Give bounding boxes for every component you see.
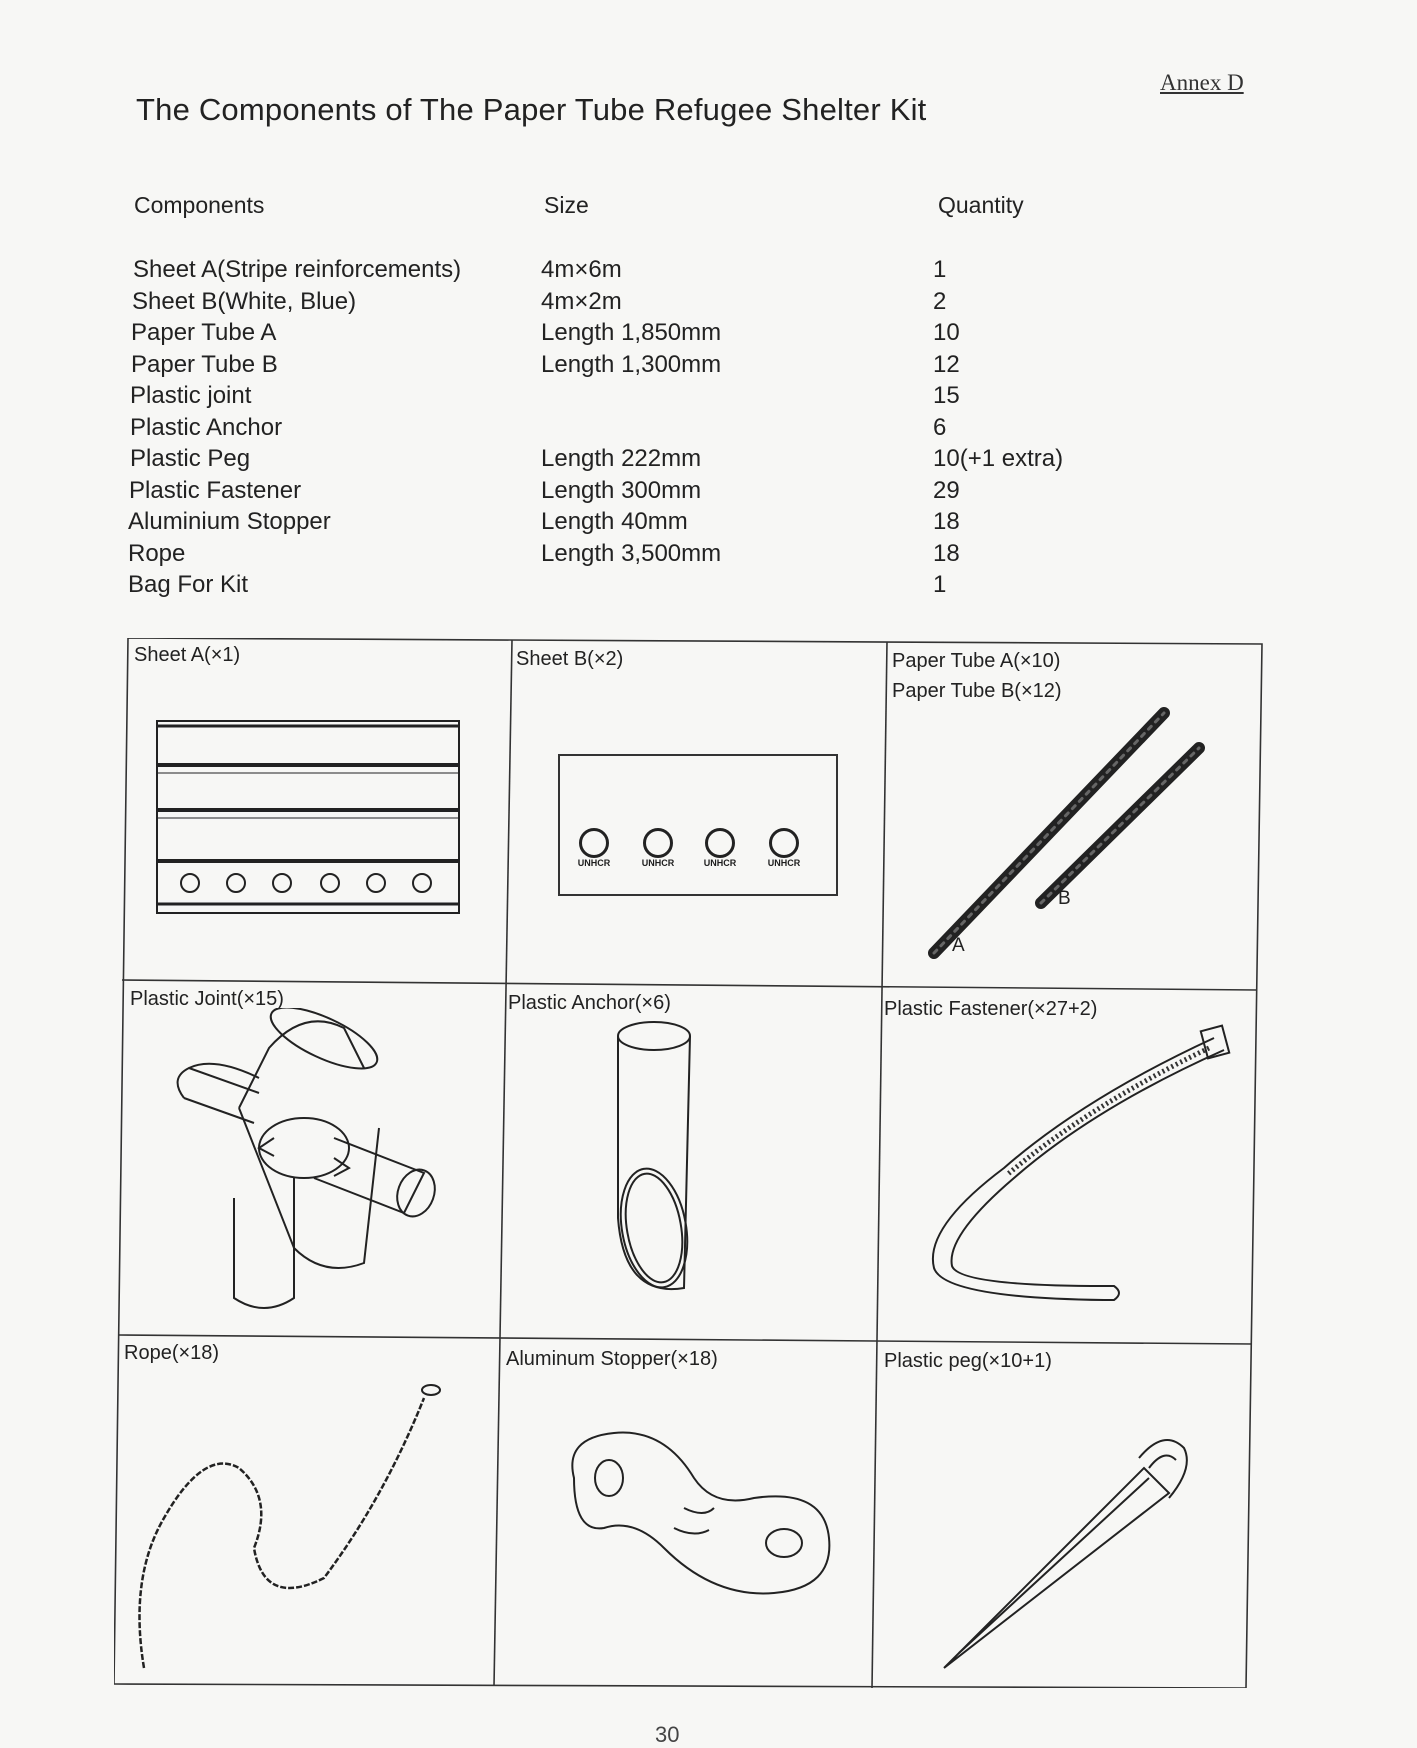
rope-loop-icon <box>422 1385 440 1395</box>
unhcr-emblem-icon <box>705 828 735 858</box>
header-size: Size <box>544 192 589 218</box>
component-size: Length 222mm <box>541 445 702 472</box>
unhcr-logo <box>638 828 678 868</box>
unhcr-text: UNHCR <box>641 858 675 868</box>
tube-label-a: A <box>952 935 965 956</box>
unhcr-logo <box>764 828 804 868</box>
unhcr-emblem-icon <box>769 828 799 858</box>
cell-label-joint: Plastic Joint(×15) <box>130 988 284 1010</box>
unhcr-logo <box>700 828 740 868</box>
table-row <box>0 571 1417 603</box>
unhcr-emblem-icon <box>579 828 609 858</box>
table-row <box>0 382 1417 414</box>
component-size: Length 3,500mm <box>541 539 722 567</box>
component-qty: 10 <box>933 319 960 346</box>
header-components: Components <box>134 192 265 218</box>
table-row <box>0 414 1417 446</box>
table-row <box>0 256 1417 288</box>
unhcr-text: UNHCR <box>703 858 737 868</box>
tube-label-b: B <box>1058 888 1071 909</box>
table-row <box>0 319 1417 351</box>
component-name: Paper Tube A <box>131 319 277 346</box>
cell-label-tube-b: Paper Tube B(×12) <box>892 680 1062 702</box>
component-name: Sheet A(Stripe reinforcements) <box>133 256 462 283</box>
cell-label-tube-a: Paper Tube A(×10) <box>892 650 1061 672</box>
unhcr-text: UNHCR <box>767 858 801 868</box>
component-size: 4m×2m <box>541 287 622 315</box>
component-qty: 2 <box>933 287 947 315</box>
component-name: Paper Tube B <box>131 350 278 378</box>
component-name: Bag For Kit <box>128 571 249 598</box>
table-row <box>0 351 1417 383</box>
paper-tubes-drawing <box>914 668 1254 968</box>
sheet-b-drawing <box>558 754 838 896</box>
cell-label-fastener: Plastic Fastener(×27+2) <box>884 998 1098 1020</box>
table-row <box>0 445 1417 477</box>
component-name: Rope <box>128 539 186 567</box>
component-name: Plastic Fastener <box>129 476 302 504</box>
component-size: Length 1,850mm <box>541 319 722 346</box>
page-title: The Components of The Paper Tube Refugee Shelter Kit <box>136 92 927 127</box>
annex-label: Annex D <box>1160 70 1244 95</box>
unhcr-logo <box>574 828 614 868</box>
header-quantity: Quantity <box>938 192 1024 218</box>
cell-label-stopper: Aluminum Stopper(×18) <box>506 1348 718 1370</box>
plastic-joint-drawing <box>164 1008 464 1328</box>
component-qty: 29 <box>933 476 960 504</box>
component-qty: 12 <box>933 350 960 378</box>
table-row <box>0 540 1417 572</box>
component-name: Aluminium Stopper <box>128 508 331 535</box>
cell-label-sheet-a: Sheet A(×1) <box>134 644 241 666</box>
unhcr-text: UNHCR <box>577 858 611 868</box>
component-name: Plastic joint <box>130 382 252 409</box>
component-qty: 1 <box>933 571 947 598</box>
component-size: 4m×6m <box>541 256 622 283</box>
cell-label-anchor: Plastic Anchor(×6) <box>508 992 671 1014</box>
component-qty: 15 <box>933 382 960 409</box>
cell-label-peg: Plastic peg(×10+1) <box>884 1350 1052 1372</box>
component-size: Length 300mm <box>541 476 702 504</box>
unhcr-emblem-icon <box>643 828 673 858</box>
sheet-a-drawing <box>154 718 464 918</box>
table-row <box>0 508 1417 540</box>
table-row <box>0 288 1417 320</box>
rope-drawing <box>124 1348 504 1688</box>
cell-label-sheet-b: Sheet B(×2) <box>516 648 624 670</box>
table-row <box>0 477 1417 509</box>
component-name: Plastic Peg <box>130 445 251 472</box>
component-qty: 10(+1 extra) <box>933 445 1064 472</box>
plastic-fastener-drawing <box>904 1008 1254 1328</box>
component-qty: 1 <box>933 256 947 283</box>
plastic-peg-drawing <box>914 1398 1234 1678</box>
components-table <box>0 256 1417 603</box>
component-size: Length 1,300mm <box>541 350 722 378</box>
page-number: 30 <box>655 1722 680 1747</box>
component-qty: 18 <box>933 508 960 535</box>
aluminum-stopper-drawing <box>554 1418 854 1618</box>
component-name: Sheet B(White, Blue) <box>132 287 357 315</box>
components-illustration-grid <box>114 638 1264 1688</box>
component-name: Plastic Anchor <box>130 413 283 441</box>
component-size: Length 40mm <box>541 508 688 535</box>
plastic-anchor-drawing <box>584 1018 724 1318</box>
component-qty: 18 <box>933 539 960 567</box>
component-qty: 6 <box>933 413 947 441</box>
cell-label-rope: Rope(×18) <box>124 1342 220 1364</box>
